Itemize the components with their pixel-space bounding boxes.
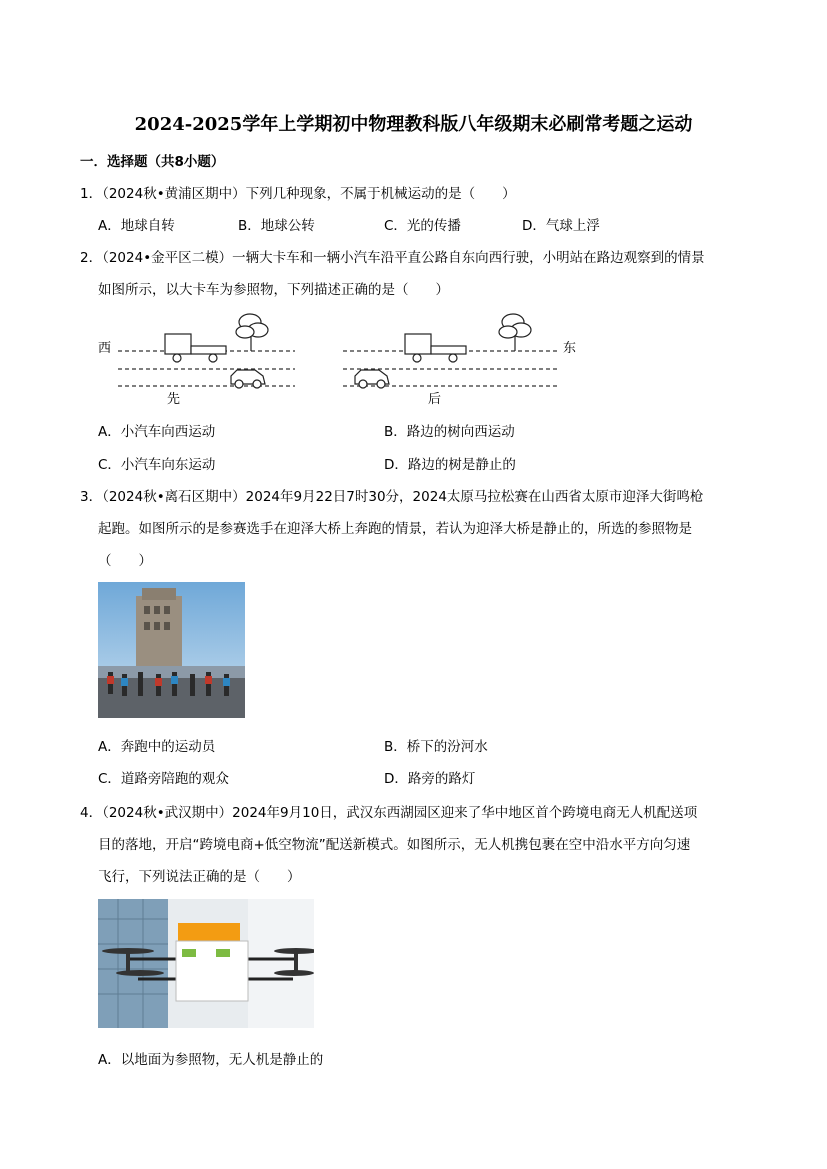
q2-option-d: D．路边的树是静止的 <box>384 457 516 473</box>
marathon-photo <box>98 582 245 718</box>
q3-option-c: C．道路旁陪跑的观众 <box>98 771 229 787</box>
truck-icon <box>165 334 226 362</box>
q3-option-a: A．奔跑中的运动员 <box>98 739 216 755</box>
truck-car-diagram <box>95 306 595 410</box>
question-4-text-cont: 目的落地，开启“跨境电商+低空物流”配送新模式。如图所示，无人机携包裹在空中沿水平方向匀速 <box>98 837 691 853</box>
drone-photo <box>98 899 314 1028</box>
q1-option-c: C．光的传播 <box>384 218 461 234</box>
tree-icon <box>499 314 531 351</box>
q2-option-b: B．路边的树向西运动 <box>384 424 515 440</box>
q1-option-a: A．地球自转 <box>98 218 175 234</box>
label-east: 东 <box>563 341 577 356</box>
q2-option-a: A．小汽车向西运动 <box>98 424 216 440</box>
q1-option-b: B．地球公转 <box>238 218 315 234</box>
question-3-text: 3．（2024秋•离石区期中）2024年9月22日7时30分，2024太原马拉松赛在山西省太原市迎泽大街鸣枪 <box>80 489 704 505</box>
q4-option-a: A．以地面为参照物，无人机是静止的 <box>98 1052 324 1068</box>
question-1-text: 1．（2024秋•黄浦区期中）下列几种现象，不属于机械运动的是（ ） <box>80 186 516 202</box>
question-4-text: 4．（2024秋•武汉期中）2024年9月10日，武汉东西湖园区迎来了华中地区首个跨境电商无人机配送项 <box>80 805 698 821</box>
truck-icon <box>405 334 466 362</box>
label-west: 西 <box>98 341 112 356</box>
q3-option-d: D．路旁的路灯 <box>384 771 476 787</box>
q1-option-d: D．气球上浮 <box>522 218 600 234</box>
page-title: 2024-2025学年上学期初中物理教科版八年级期末必刷常考题之运动 <box>134 114 693 135</box>
label-after: 后 <box>428 392 442 407</box>
car-icon <box>355 370 389 388</box>
question-2-text-cont: 如图所示，以大卡车为参照物，下列描述正确的是（ ） <box>98 282 449 298</box>
question-3-text-cont: 起跑。如图所示的是参赛选手在迎泽大桥上奔跑的情景，若认为迎泽大桥是静止的，所选的参照物是 <box>98 521 692 537</box>
question-4-text-cont2: 飞行，下列说法正确的是（ ） <box>98 869 301 885</box>
question-3-text-cont2: （ ） <box>98 553 152 569</box>
car-icon <box>231 370 265 388</box>
q2-option-c: C．小汽车向东运动 <box>98 457 216 473</box>
tree-icon <box>236 314 268 351</box>
q3-option-b: B．桥下的汾河水 <box>384 739 488 755</box>
label-before: 先 <box>167 392 181 407</box>
question-2-text: 2．（2024•金平区二模）一辆大卡车和一辆小汽车沿平直公路自东向西行驶，小明站在路边观察到的情景 <box>80 250 705 266</box>
section-heading: 一．选择题（共8小题） <box>80 154 225 170</box>
